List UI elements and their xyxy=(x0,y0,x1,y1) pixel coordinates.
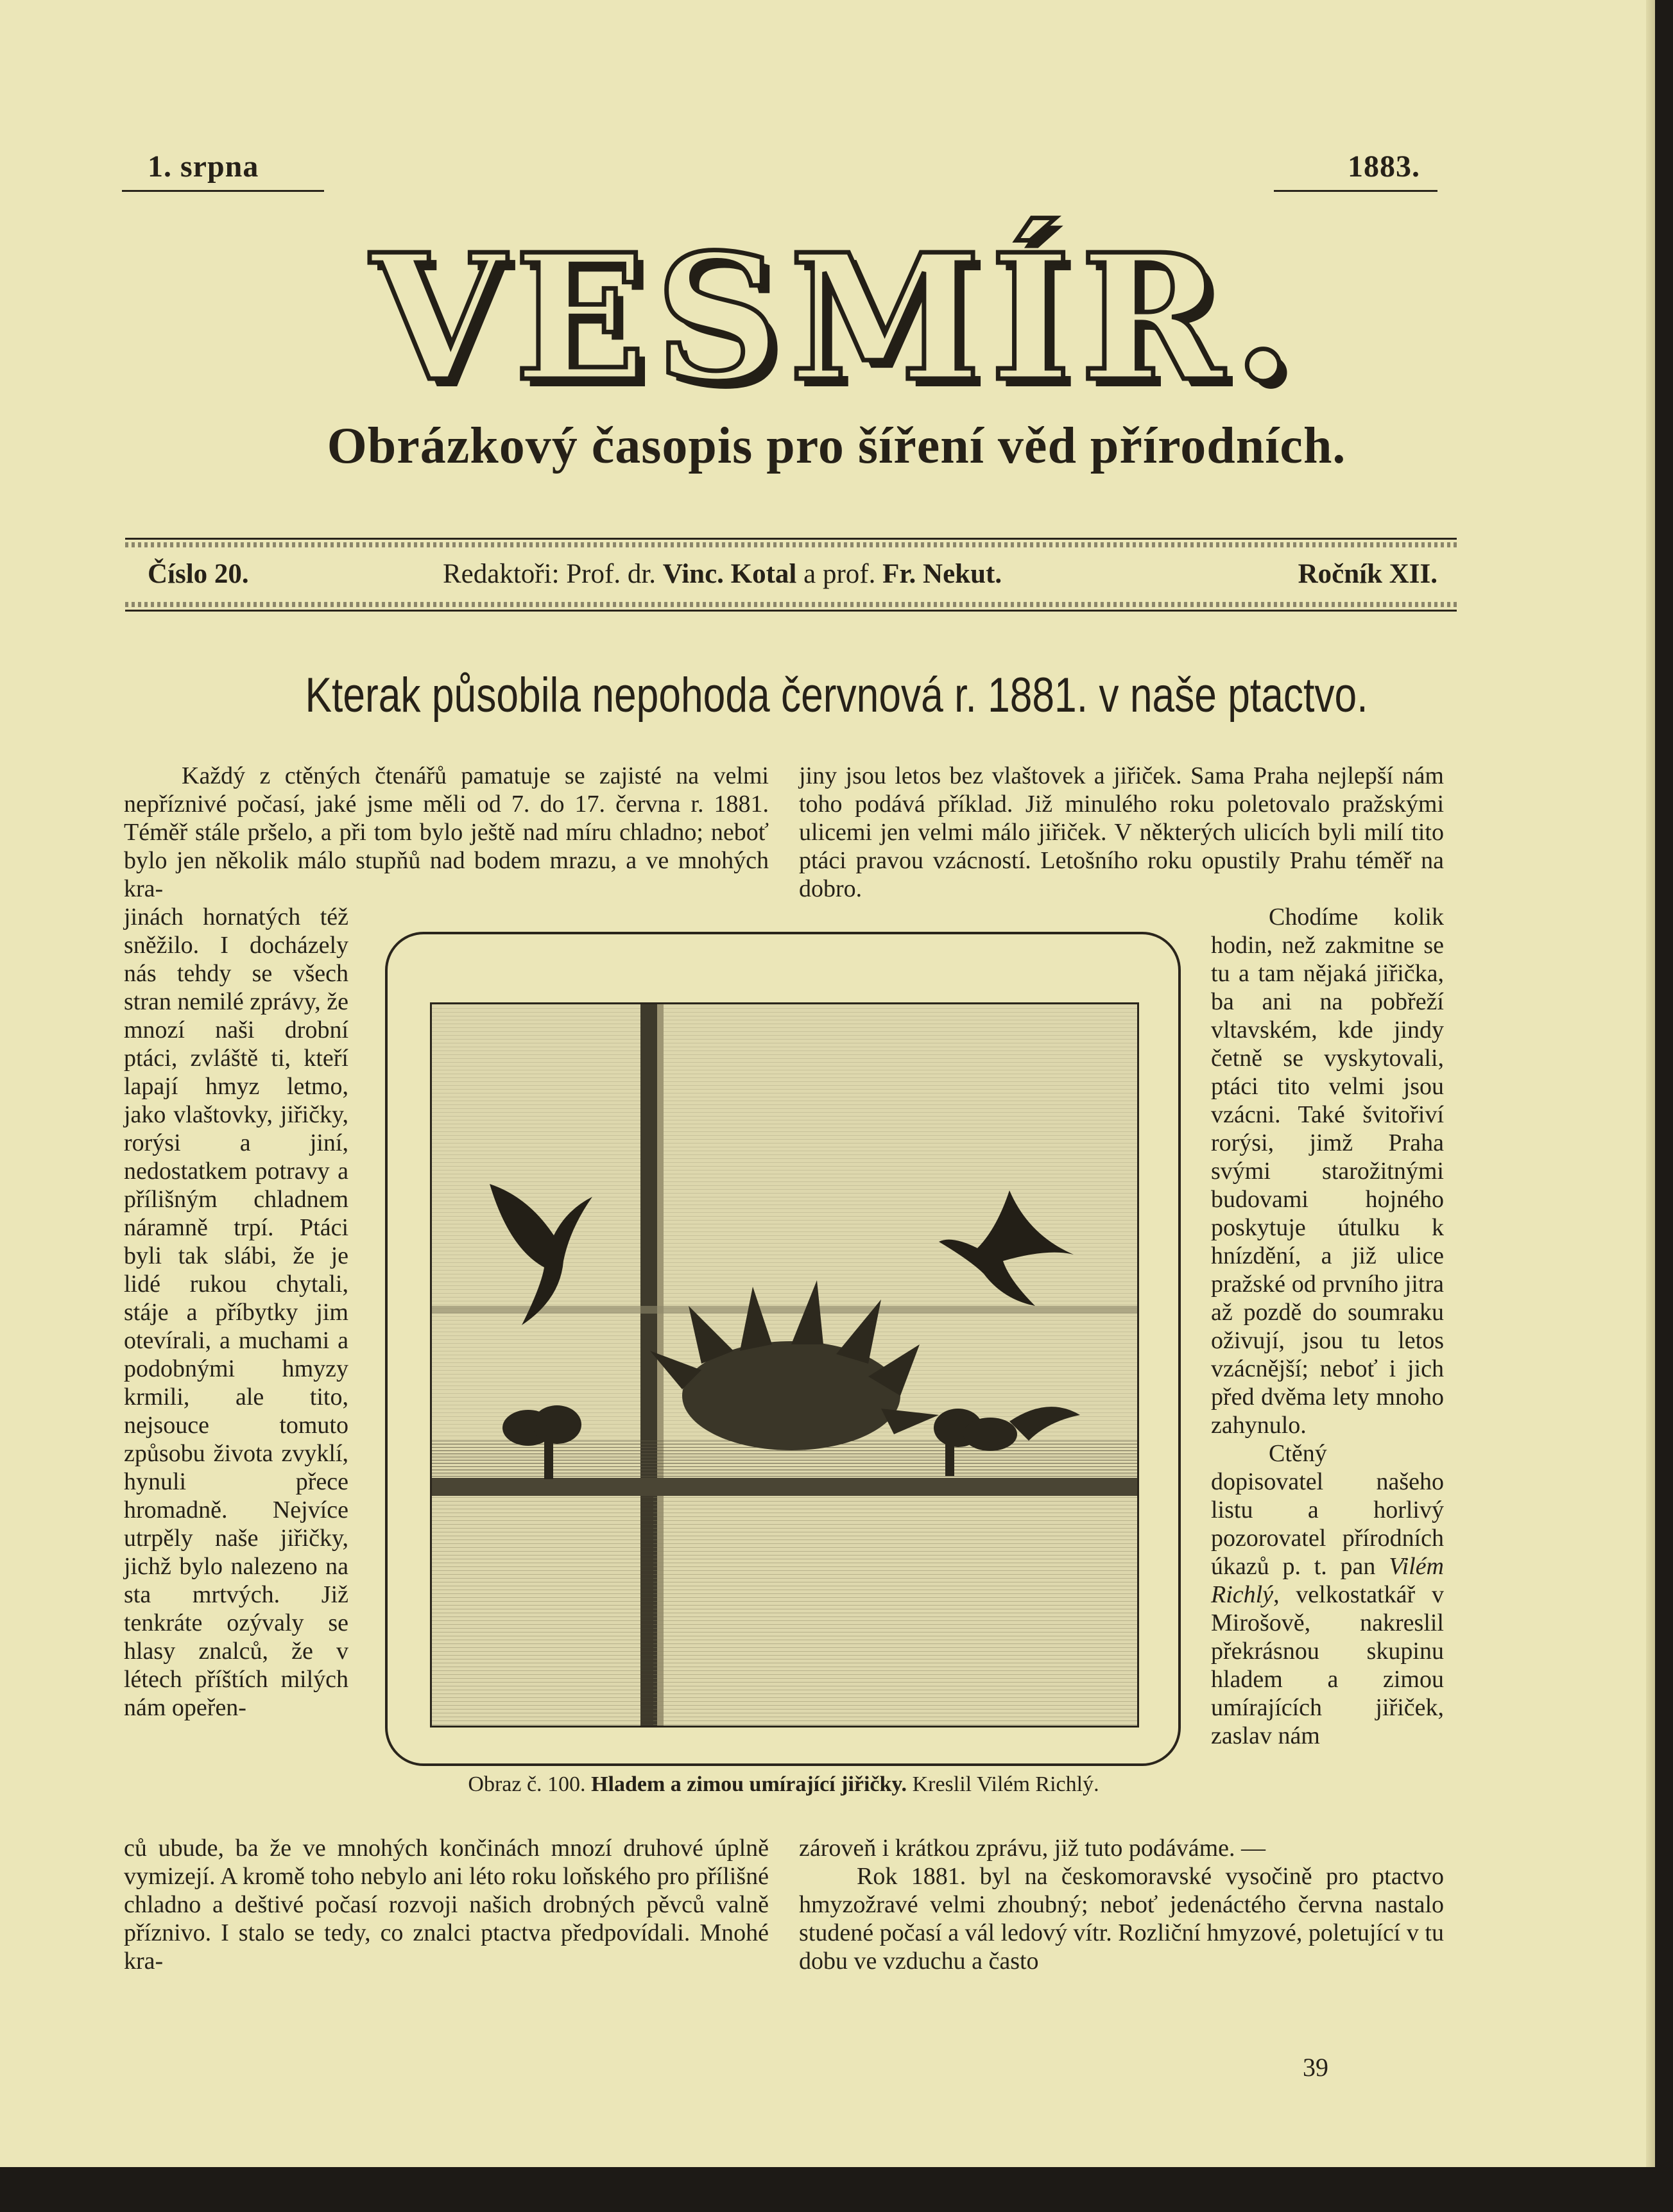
band-ornament-top xyxy=(125,542,1457,547)
swallows-engraving xyxy=(432,1004,1137,1726)
editors-join: a prof. xyxy=(803,559,876,589)
correspondent-rest: , velkostatkář v Mirošově, nakreslil překrásnou skupinu hladem a zimou umírajících jiřiček, zaslav nám xyxy=(1211,1581,1444,1749)
paragraph-correspondent xyxy=(1211,1439,1444,1750)
left-column-top xyxy=(124,762,769,903)
figure-caption xyxy=(382,1772,1185,1797)
paragraph-report-lead: zároveň i krátkou zprávu, již tuto podáváme. — xyxy=(799,1835,1266,1862)
issue-year: 1883. xyxy=(1348,150,1420,184)
editors-prefix: Redaktoři: Prof. dr. xyxy=(443,559,656,589)
masthead-title: VESMÍR. xyxy=(370,216,1303,420)
paragraph-intro-cont: jinách hornatých též sněžilo. I docházely nás tehdy se všech stran nemilé zprávy, že mnozí naši drobní ptáci, zvláště ti, kteří lapají hmyz letmo, jako vlaštovky, jiřičky, rorýsi a jiní, nedostatkem potravy a přílišným chladnem náramně trpí. Ptáci byli tak slábi, že je lidé rukou chytali, stáje a příbytky jim otevírali, a muchami a podobnými hmyzy krmili, ale tito, nejsouce tomuto způsobu života zvyklí, hynuli přece hromadně. Nejvíce utrpěly naše jiřičky, jichž bylo nalezeno na sta mrtvých. Již tenkráte ozývaly se hlasy znalců, že v létech příštích milých nám opeřen- xyxy=(124,904,348,1721)
paragraph-intro-end: ců ubude, ba že ve mnohých končinách mnozí druhové úplně vymizejí. A kromě toho nebylo ani léto roku loňského pro přílišné chladno a deštivé počasí rozvoji našich drobných pěvců valně příznivo. I stalo se tedy, co znalci ptactva předpovídali. Mnohé kra- xyxy=(124,1835,769,1975)
caption-credit: Kreslil Vilém Richlý. xyxy=(912,1772,1099,1796)
right-column-top xyxy=(799,762,1444,903)
band-ornament-bottom xyxy=(125,602,1457,607)
article-title: Kterak působila nepohoda červnová r. 1881. v naše ptactvo. xyxy=(305,668,1368,723)
ledge-shadow xyxy=(432,1478,1137,1496)
lower-wall xyxy=(432,1496,1137,1726)
right-column-bottom xyxy=(799,1834,1444,1975)
left-column-narrow xyxy=(124,903,348,1722)
right-column-narrow xyxy=(1211,903,1444,1750)
page-number: 39 xyxy=(1303,2053,1328,2082)
issue-band xyxy=(148,553,1437,598)
editor-nekut: Fr. Nekut. xyxy=(882,559,1002,589)
date-underline-left xyxy=(122,190,324,192)
left-column-bottom xyxy=(124,1834,769,1975)
band-rule-bottom xyxy=(125,610,1457,612)
caption-title: Hladem a zimou umírající jiřičky. xyxy=(591,1772,907,1796)
paragraph-walk: Chodíme kolik hodin, než zakmitne se tu a tam nějaká jiřička, ba ani na pobřeží vltavském, kde jindy četně se vyskytovali, ptáci tito velmi jsou vzácni. Také švitořiví rorýsi, jimž Praha svými starožitnými budovami hojného poskytuje útulku k hnízdění, a již ulice pražské od prvního jitra až pozdě do soumraku oživují, jsou tu letos vzácnější; neboť i jich před dvěma lety mnoho zahynulo. xyxy=(1211,904,1444,1439)
scan-border-bottom xyxy=(0,2167,1673,2212)
editors-line xyxy=(443,558,1002,590)
editor-kotal: Vinc. Kotal xyxy=(662,559,797,589)
paragraph-report: Rok 1881. byl na českomoravské vysočině pro ptactvo hmyzožravé velmi zhoubný; neboť jedenáctého června nastalo studené počasí a vál ledový vítr. Rozliční hmyzové, poletující v tu dobu ve vzduchu a často xyxy=(799,1863,1444,1975)
correspondent-intro: Ctěný dopisovatel našeho listu a horlivý pozorovatel přírodních úkazů p. t. pan xyxy=(1211,1440,1444,1580)
year-underline-right xyxy=(1274,190,1437,192)
band-rule-top xyxy=(125,538,1457,540)
paragraph-prague: jiny jsou letos bez vlaštovek a jiřiček. Sama Praha nejlepší nám toho podává příklad. Již minulého roku poletovalo pražskými ulicemi jen velmi málo jiřiček. V některých ulicích byli milí tito ptáci pravou vzácností. Letošního roku opustily Prahu téměř na dobro. xyxy=(799,762,1444,902)
paragraph-intro: Každý z ctěných čtenářů pamatuje se zajisté na velmi nepříznivé počasí, jaké jsme měli od 7. do 17. června r. 1881. Téměř stále pršelo, a při tom bylo ještě nad míru chladno; neboť bylo jen několik málo stupňů nad bodem mrazu, a ve mnohých kra- xyxy=(124,762,769,902)
issue-number: Číslo 20. xyxy=(148,559,249,589)
figure-illustration xyxy=(430,1002,1139,1728)
volume-number: Ročník XII. xyxy=(1298,559,1437,589)
caption-number: Obraz č. 100. xyxy=(468,1772,586,1796)
masthead-subtitle: Obrázkový časopis pro šíření věd přírodních. xyxy=(327,418,1346,474)
lower-beam xyxy=(640,1496,653,1726)
correspondent-name: Vilém Richlý xyxy=(1211,1553,1445,1608)
issue-date: 1. srpna xyxy=(148,150,259,184)
